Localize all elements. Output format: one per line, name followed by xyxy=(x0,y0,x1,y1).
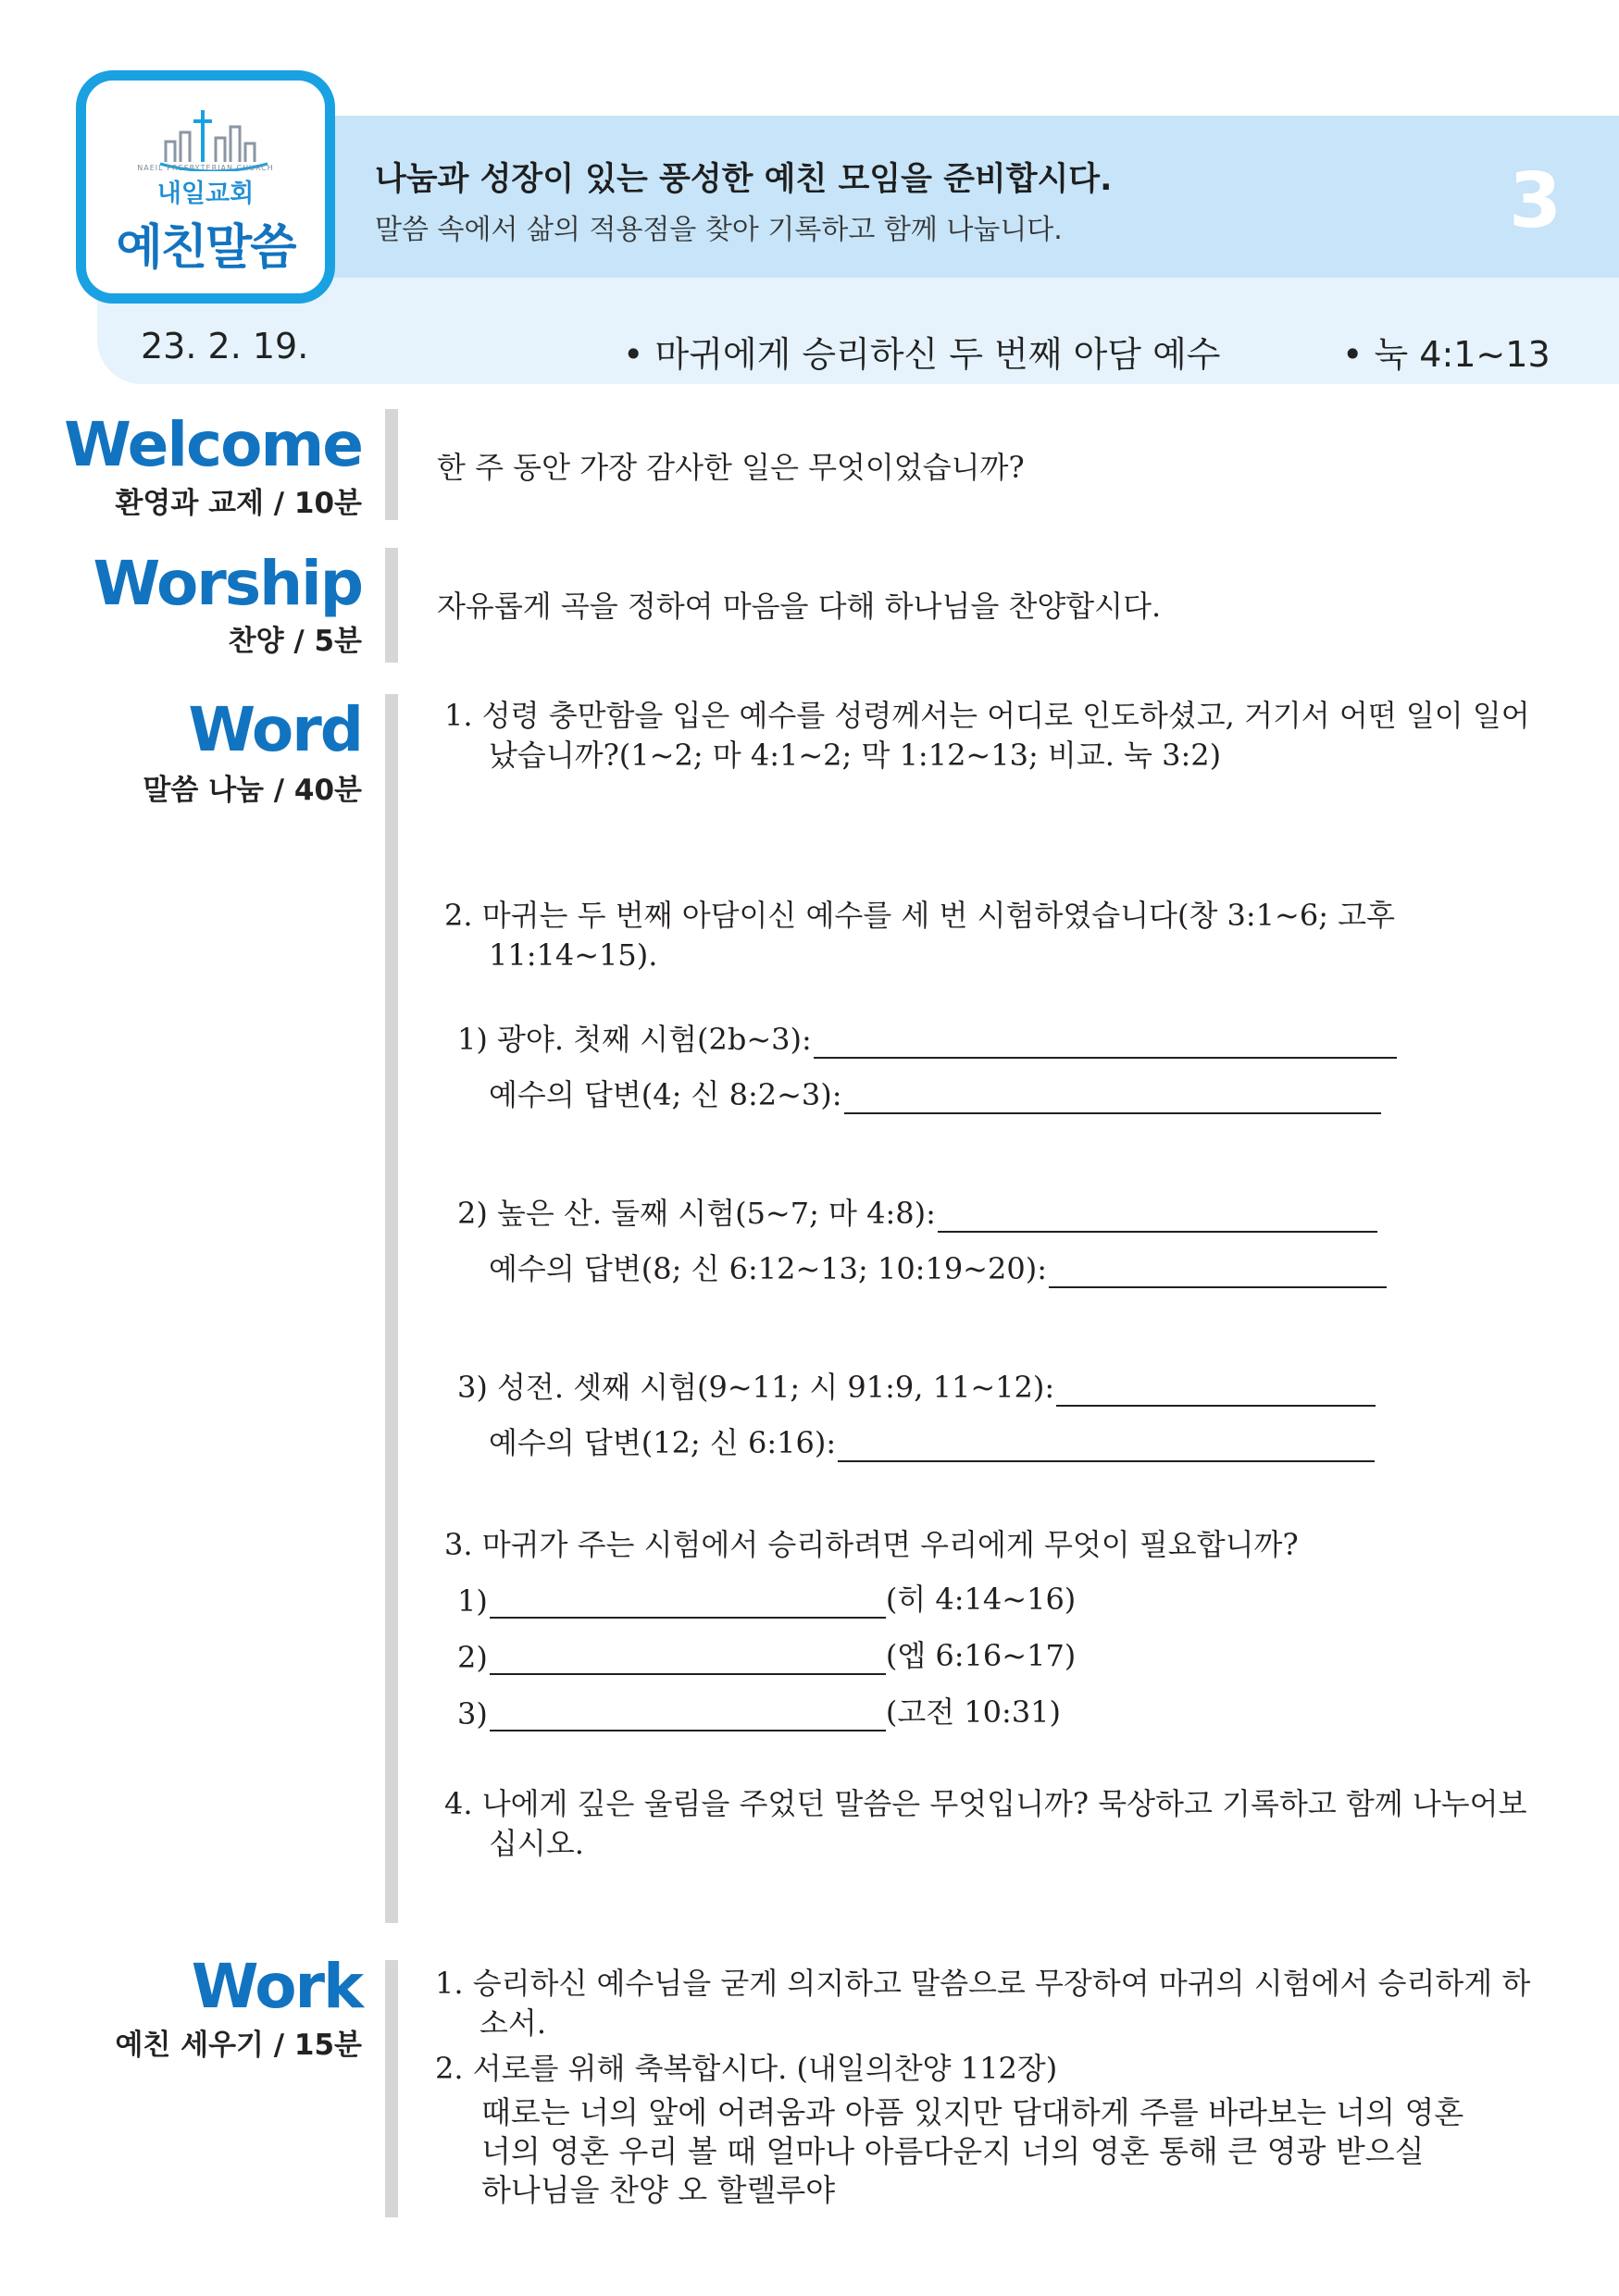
date: 23. 2. 19. xyxy=(141,326,309,366)
q2-item-1-answer-blank[interactable] xyxy=(844,1086,1381,1114)
q3-item-1 xyxy=(457,1576,1076,1619)
sermon-topic: • 마귀에게 승리하신 두 번째 아담 예수 xyxy=(623,334,1221,375)
q3-item-3-blank[interactable] xyxy=(490,1704,886,1731)
q3-item-2 xyxy=(457,1632,1076,1675)
lesson-number: 3 xyxy=(1509,157,1563,245)
q2-item-2-answer-blank[interactable] xyxy=(1049,1260,1387,1288)
q2-item-3-label: 3) 성전. 셋째 시험(9~11; 시 91:9, 11~12): xyxy=(457,1370,1055,1405)
q2-item-3-blank[interactable] xyxy=(1056,1379,1376,1407)
word-subheading: 말씀 나눔 / 40분 xyxy=(143,774,362,807)
welcome-subheading: 환영과 교제 / 10분 xyxy=(115,487,362,520)
welcome-question: 한 주 동안 가장 감사한 일은 무엇이었습니까? xyxy=(437,450,1025,485)
work-divider xyxy=(385,1960,398,2217)
q2-item-2-answer-label: 예수의 답변(8; 신 6:12~13; 10:19~20): xyxy=(489,1251,1047,1286)
q2-item-3-answer xyxy=(489,1420,1375,1462)
work-subheading: 예친 세우기 / 15분 xyxy=(115,2029,362,2062)
q2-item-2 xyxy=(457,1190,1377,1233)
church-logo xyxy=(76,70,335,304)
worship-text: 자유롭게 곡을 정하여 마음을 다해 하나님을 찬양합시다. xyxy=(437,589,1162,624)
logo-title: 예친말씀 xyxy=(116,220,295,276)
lyric-line: 하나님을 찬양 오 할렐루야 xyxy=(481,2172,836,2208)
q2-item-3-answer-label: 예수의 답변(12; 신 6:16): xyxy=(489,1425,837,1460)
q2-item-1-answer xyxy=(489,1072,1381,1114)
header-subtitle: 말씀 속에서 삶의 적용점을 찾아 기록하고 함께 나눕니다. xyxy=(375,214,1063,246)
scripture-reference: • 눅 4:1~13 xyxy=(1342,334,1551,375)
q2-item-2-blank[interactable] xyxy=(938,1205,1377,1233)
work-item-2: 2. 서로를 위해 축복합시다. (내일의찬양 112장) xyxy=(435,2051,1058,2086)
lyric-line: 너의 영혼 우리 볼 때 얼마나 아름다운지 너의 영혼 통해 큰 영광 받으실 xyxy=(481,2133,1425,2169)
q3-item-3 xyxy=(457,1689,1061,1731)
welcome-heading: Welcome xyxy=(64,409,362,480)
worship-subheading: 찬양 / 5분 xyxy=(228,625,362,658)
lyric-line: 때로는 너의 앞에 어려움과 아픔 있지만 담대하게 주를 바라보는 너의 영혼 xyxy=(481,2094,1464,2130)
work-item-1: 1. 승리하신 예수님을 굳게 의지하고 말씀으로 무장하여 마귀의 시험에서 승리하게 하소서. xyxy=(435,1966,1531,2041)
word-heading: Word xyxy=(188,694,362,765)
q3-item-1-blank[interactable] xyxy=(490,1591,886,1619)
welcome-divider xyxy=(385,409,398,520)
question-3: 3. 마귀가 주는 시험에서 승리하려면 우리에게 무엇이 필요합니까? xyxy=(444,1527,1299,1562)
q3-item-2-ref: (엡 6:16~17) xyxy=(885,1638,1077,1673)
q2-item-1-label: 1) 광야. 첫째 시험(2b~3): xyxy=(457,1022,812,1057)
q3-item-1-num: 1) xyxy=(457,1583,488,1619)
q3-item-2-num: 2) xyxy=(457,1640,488,1675)
question-1: 1. 성령 충만함을 입은 예수를 성령께서는 어디로 인도하셨고, 거기서 어떤 일이 일어났습니까?(1~2; 마 4:1~2; 막 1:12~13; 비교. 눅 3:2) xyxy=(444,698,1530,773)
q2-item-1-blank[interactable] xyxy=(814,1031,1397,1059)
worship-divider xyxy=(385,548,398,663)
q3-item-1-ref: (히 4:14~16) xyxy=(885,1582,1077,1617)
q2-item-1-answer-label: 예수의 답변(4; 신 8:2~3): xyxy=(489,1077,842,1112)
q3-item-2-blank[interactable] xyxy=(490,1647,886,1675)
question-4: 4. 나에게 깊은 울림을 주었던 말씀은 무엇입니까? 묵상하고 기록하고 함께 나누어보십시오. xyxy=(444,1786,1527,1861)
q2-item-2-answer xyxy=(489,1246,1387,1288)
question-2: 2. 마귀는 두 번째 아담이신 예수를 세 번 시험하였습니다(창 3:1~6; 고후 11:14~15). xyxy=(444,898,1395,973)
logo-small-text: NAEIL PRESBYTERIAN CHURCH xyxy=(137,164,274,172)
q2-item-2-label: 2) 높은 산. 둘째 시험(5~7; 마 4:8): xyxy=(457,1196,936,1231)
q3-item-3-num: 3) xyxy=(457,1696,488,1731)
q2-item-3-answer-blank[interactable] xyxy=(838,1434,1375,1462)
work-heading: Work xyxy=(191,1951,362,2022)
header-title: 나눔과 성장이 있는 풍성한 예친 모임을 준비합시다. xyxy=(375,161,1113,198)
q3-item-3-ref: (고전 10:31) xyxy=(885,1694,1062,1730)
logo-church-name: 내일교회 xyxy=(156,180,255,208)
worship-heading: Worship xyxy=(93,548,362,619)
q2-item-3 xyxy=(457,1364,1376,1407)
q2-item-1 xyxy=(457,1016,1397,1059)
word-divider xyxy=(385,694,398,1923)
skyline-cross-icon xyxy=(158,106,269,171)
hymn-lyrics xyxy=(481,2093,1481,2210)
